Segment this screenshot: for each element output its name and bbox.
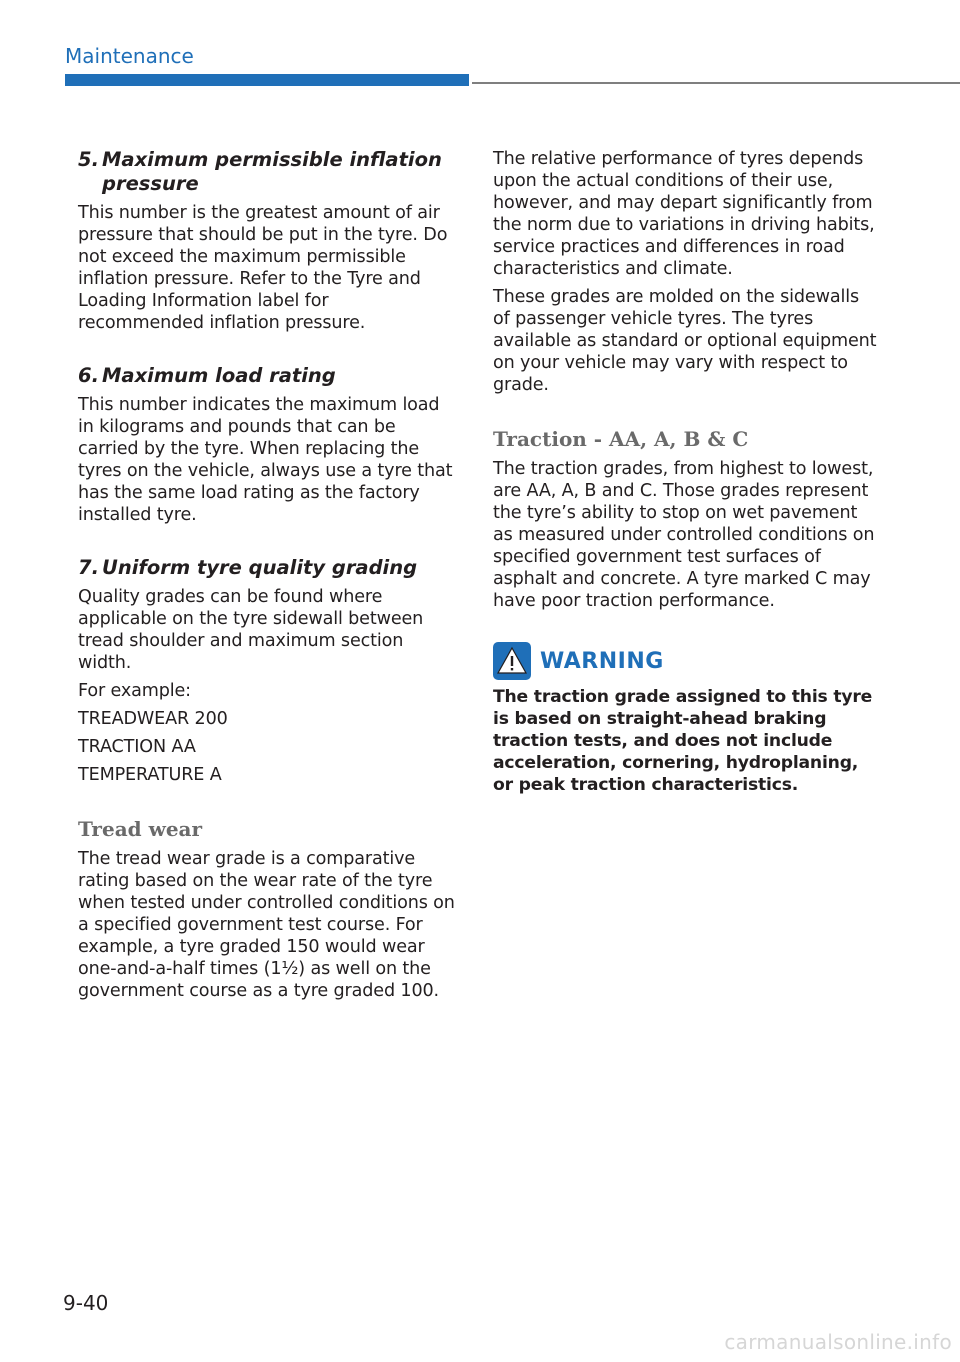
header-accent-bar bbox=[65, 74, 469, 86]
traction-body: The traction grades, from highest to lowest, are AA, A, B and C. Those grades represent the tyre’s ability to stop on wet pavement as measured under controlled conditions on specified government test surfaces of asphalt and concrete. A tyre marked C may have poor traction performance. bbox=[493, 459, 875, 611]
right-column bbox=[493, 148, 878, 796]
example-line-treadwear: TREADWEAR 200 bbox=[78, 709, 228, 729]
header-section-title: Maintenance bbox=[65, 44, 194, 68]
example-intro: For example: bbox=[78, 681, 191, 701]
tread-wear-body: The tread wear grade is a comparative rating based on the wear rate of the tyre when tested under controlled conditions on a specified government test course. For example, a tyre graded 150 would wear one-and-a-half times (1½) as well on the government course as a tyre graded 100. bbox=[78, 849, 455, 1001]
left-column bbox=[78, 148, 456, 1008]
item-5-number: 5. bbox=[78, 148, 99, 171]
item-6-number: 6. bbox=[78, 364, 99, 387]
item-7-heading bbox=[78, 556, 456, 580]
watermark[interactable]: carmanualsonline.info bbox=[724, 1330, 952, 1354]
example-line-temperature: TEMPERATURE A bbox=[78, 765, 222, 785]
item-5-body: This number is the greatest amount of air pressure that should be put in the tyre. Do not exceed the maximum permissible inflation pressure. Refer to the Tyre and Loading Information label for recommended inflation pressure. bbox=[78, 203, 448, 333]
item-6-body: This number indicates the maximum load in kilograms and pounds that can be carried by the tyre. When replacing the tyres on the vehicle, always use a tyre that has the same load rating as the factory installed tyre. bbox=[78, 395, 453, 525]
tread-wear-heading: Tread wear bbox=[78, 817, 203, 841]
item-6-title: Maximum load rating bbox=[102, 364, 336, 387]
item-6-heading bbox=[78, 364, 456, 388]
item-5-heading bbox=[78, 148, 456, 196]
warning-text: The traction grade assigned to this tyre is based on straight-ahead braking traction tests, and does not include acceleration, cornering, hydroplaning, or peak traction characteristics. bbox=[493, 687, 873, 795]
item-7-title: Uniform tyre quality grading bbox=[102, 556, 418, 579]
molded-paragraph: These grades are molded on the sidewalls of passenger vehicle tyres. The tyres available as standard or optional equipment on your vehicle may vary with respect to grade. bbox=[493, 287, 877, 395]
warning-label: WARNING bbox=[540, 648, 664, 674]
item-7-body: Quality grades can be found where applicable on the tyre sidewall between tread shoulder and maximum section width. bbox=[78, 587, 424, 673]
header-rule bbox=[472, 82, 960, 84]
warning-triangle-icon bbox=[493, 642, 531, 680]
performance-paragraph: The relative performance of tyres depends upon the actual conditions of their use, however, and may depart significantly from the norm due to variations in driving habits, service practices and differences in road characteristics and climate. bbox=[493, 149, 875, 279]
item-7-number: 7. bbox=[78, 556, 99, 579]
traction-heading: Traction - AA, A, B & C bbox=[493, 427, 749, 451]
example-line-traction: TRACTION AA bbox=[78, 737, 196, 757]
page-number: 9-40 bbox=[63, 1291, 109, 1315]
warning-header bbox=[493, 642, 878, 680]
item-5-title: Maximum permissible inflation pressure bbox=[102, 148, 442, 195]
